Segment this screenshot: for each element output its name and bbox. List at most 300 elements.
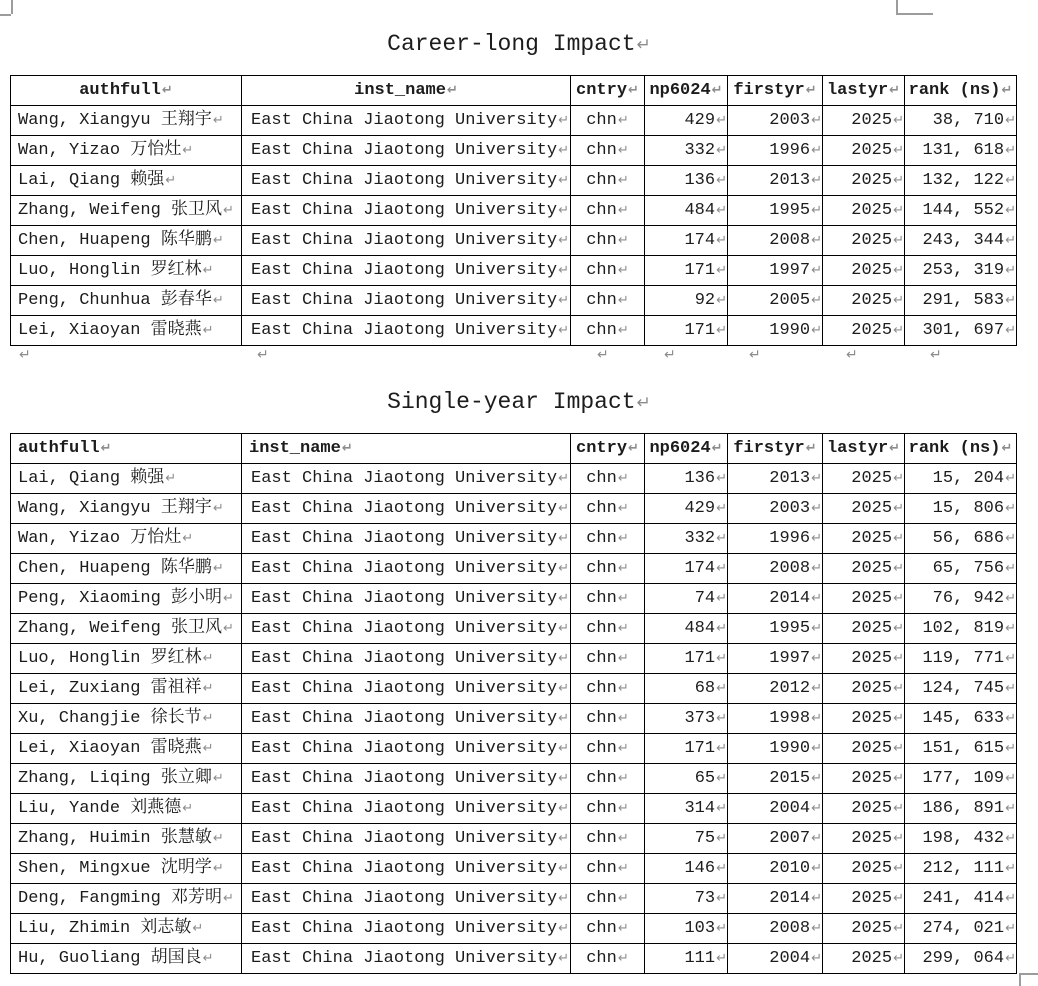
table-cell[interactable] <box>571 674 645 704</box>
column-header-lastyr[interactable] <box>823 76 905 106</box>
cell-end-mark-icon: ↵ <box>811 771 822 786</box>
table-cell[interactable] <box>571 256 645 286</box>
cell-end-mark-icon: ↵ <box>716 263 727 278</box>
table-cell[interactable] <box>823 106 905 136</box>
table-cell[interactable] <box>905 464 1017 494</box>
column-header-firstyr[interactable] <box>728 76 823 106</box>
table-cell[interactable] <box>645 226 728 256</box>
cell-text: 2025 <box>851 709 893 728</box>
table-cell[interactable] <box>645 914 728 944</box>
table-cell[interactable] <box>571 914 645 944</box>
table-cell[interactable] <box>645 316 728 346</box>
table-cell[interactable] <box>571 584 645 614</box>
table-row <box>11 226 1017 256</box>
table-cell[interactable] <box>11 824 242 854</box>
table-cell[interactable] <box>571 794 645 824</box>
cell-text: 1990 <box>769 321 811 340</box>
table-cell[interactable] <box>242 824 571 854</box>
cell-text: 103 <box>684 919 716 938</box>
cell-text: chn <box>586 799 617 818</box>
table-cell[interactable] <box>905 764 1017 794</box>
cell-end-mark-icon: ↵ <box>617 621 629 636</box>
table-cell[interactable] <box>645 286 728 316</box>
column-header-authfull[interactable] <box>11 434 242 464</box>
table-cell[interactable] <box>905 944 1017 974</box>
cell-text: Zhang, Weifeng 张卫风 <box>18 201 223 220</box>
table-cell[interactable] <box>728 584 823 614</box>
table-cell[interactable] <box>645 674 728 704</box>
table-cell[interactable] <box>728 464 823 494</box>
table-cell[interactable] <box>728 644 823 674</box>
cell-end-mark-icon: ↵ <box>341 441 353 456</box>
table-cell[interactable] <box>905 734 1017 764</box>
table-cell[interactable] <box>905 854 1017 884</box>
table-cell[interactable] <box>905 494 1017 524</box>
table-cell[interactable] <box>728 764 823 794</box>
table-cell[interactable] <box>645 734 728 764</box>
table-cell[interactable] <box>823 584 905 614</box>
cell-end-mark-icon: ↵ <box>202 681 214 696</box>
table-cell[interactable] <box>571 524 645 554</box>
cell-end-mark-icon: ↵ <box>558 651 569 666</box>
table-cell[interactable] <box>823 614 905 644</box>
cell-text: Lai, Qiang 赖强 <box>18 171 165 190</box>
table-cell[interactable] <box>728 614 823 644</box>
table-cell[interactable] <box>823 524 905 554</box>
cell-text: 2025 <box>851 321 893 340</box>
table-cell[interactable] <box>823 704 905 734</box>
table-cell[interactable] <box>11 494 242 524</box>
table-cell[interactable] <box>242 494 571 524</box>
table-cell[interactable] <box>11 524 242 554</box>
cell-text: 2012 <box>769 679 811 698</box>
table-cell[interactable] <box>242 674 571 704</box>
cell-end-mark-icon: ↵ <box>223 891 234 906</box>
cell-text: East China Jiaotong University <box>251 799 558 818</box>
cell-text: 2008 <box>769 919 811 938</box>
table-cell[interactable] <box>242 704 571 734</box>
column-header-authfull[interactable] <box>11 76 242 106</box>
table-cell[interactable] <box>823 136 905 166</box>
table-row <box>11 614 1017 644</box>
table-cell[interactable] <box>242 764 571 794</box>
table-cell[interactable] <box>11 854 242 884</box>
cell-text: 2014 <box>769 889 811 908</box>
cell-end-mark-icon: ↵ <box>893 801 904 816</box>
column-header-label: lastyr <box>826 439 889 458</box>
table-cell[interactable] <box>11 554 242 584</box>
cell-end-mark-icon: ↵ <box>212 771 224 786</box>
cell-text: 241, 414 <box>922 889 1005 908</box>
table-cell[interactable] <box>728 824 823 854</box>
cell-end-mark-icon: ↵ <box>893 831 904 846</box>
table-cell[interactable] <box>728 884 823 914</box>
table-cell[interactable] <box>571 464 645 494</box>
cell-end-mark-icon: ↵ <box>811 501 822 516</box>
cell-end-mark-icon: ↵ <box>558 471 569 486</box>
cell-text: East China Jiaotong University <box>251 709 558 728</box>
cell-text: chn <box>586 589 617 608</box>
cell-text: 2025 <box>851 559 893 578</box>
cell-end-mark-icon: ↵ <box>811 741 822 756</box>
cell-end-mark-icon: ↵ <box>893 323 904 338</box>
table-cell[interactable] <box>905 884 1017 914</box>
table-cell[interactable] <box>11 106 242 136</box>
cell-text: East China Jiaotong University <box>251 171 558 190</box>
cell-end-mark-icon: ↵ <box>805 83 817 98</box>
cell-end-mark-icon: ↵ <box>889 83 901 98</box>
table-cell[interactable] <box>728 136 823 166</box>
table-cell[interactable] <box>242 884 571 914</box>
cell-end-mark-icon: ↵ <box>811 531 822 546</box>
cell-text: 2025 <box>851 589 893 608</box>
column-header-np6024[interactable] <box>645 434 728 464</box>
table-cell[interactable] <box>728 554 823 584</box>
table-cell[interactable] <box>571 494 645 524</box>
table-cell[interactable] <box>905 554 1017 584</box>
table-row <box>11 524 1017 554</box>
table-cell[interactable] <box>905 226 1017 256</box>
table-cell[interactable] <box>242 554 571 584</box>
table-cell[interactable] <box>728 674 823 704</box>
table-cell[interactable] <box>823 196 905 226</box>
table-cell[interactable] <box>645 794 728 824</box>
table-cell[interactable] <box>645 944 728 974</box>
table-cell[interactable] <box>645 824 728 854</box>
column-header-rank-ns[interactable] <box>905 434 1017 464</box>
table-cell[interactable] <box>571 166 645 196</box>
cell-end-mark-icon: ↵ <box>558 831 569 846</box>
table-cell[interactable] <box>242 316 571 346</box>
table-cell[interactable] <box>823 226 905 256</box>
table-cell[interactable] <box>11 674 242 704</box>
section-title-text: Single-year Impact <box>387 389 636 415</box>
cell-end-mark-icon: ↵ <box>617 203 629 218</box>
table-cell[interactable] <box>728 854 823 884</box>
column-header-firstyr[interactable] <box>728 434 823 464</box>
table-cell[interactable] <box>571 286 645 316</box>
cell-end-mark-icon: ↵ <box>617 861 629 876</box>
table-cell[interactable] <box>645 166 728 196</box>
cell-end-mark-icon: ↵ <box>893 741 904 756</box>
table-cell[interactable] <box>11 196 242 226</box>
table-cell[interactable] <box>11 614 242 644</box>
table-cell[interactable] <box>571 854 645 884</box>
table-cell[interactable] <box>645 256 728 286</box>
column-header-label: firstyr <box>733 439 805 458</box>
table-cell[interactable] <box>571 764 645 794</box>
cell-text: 301, 697 <box>922 321 1005 340</box>
table-row <box>11 764 1017 794</box>
cell-end-mark-icon: ↵ <box>558 921 569 936</box>
table-cell[interactable] <box>905 704 1017 734</box>
section-title-single-year[interactable] <box>14 389 1024 416</box>
table-cell[interactable] <box>728 196 823 226</box>
table-cell[interactable] <box>242 464 571 494</box>
cell-end-mark-icon: ↵ <box>811 681 822 696</box>
table-cell[interactable] <box>242 914 571 944</box>
table-cell[interactable] <box>645 704 728 734</box>
cell-end-mark-icon: ↵ <box>811 113 822 128</box>
table-cell[interactable] <box>645 106 728 136</box>
table-cell[interactable] <box>905 794 1017 824</box>
cell-text: Peng, Chunhua 彭春华 <box>18 291 212 310</box>
table-cell[interactable] <box>645 554 728 584</box>
table-cell[interactable] <box>645 614 728 644</box>
cell-end-mark-icon: ↵ <box>893 651 904 666</box>
table-cell[interactable] <box>571 644 645 674</box>
table-cell[interactable] <box>645 584 728 614</box>
cell-text: 291, 583 <box>922 291 1005 310</box>
table-cell[interactable] <box>823 854 905 884</box>
cell-end-mark-icon: ↵ <box>558 561 569 576</box>
table-cell[interactable] <box>905 614 1017 644</box>
column-header-label: np6024 <box>649 81 711 100</box>
table-cell[interactable] <box>905 136 1017 166</box>
cell-text: 132, 122 <box>922 171 1005 190</box>
table-cell[interactable] <box>905 106 1017 136</box>
table-cell[interactable] <box>728 166 823 196</box>
table-cell[interactable] <box>905 914 1017 944</box>
table-cell[interactable] <box>823 914 905 944</box>
table-cell[interactable] <box>11 136 242 166</box>
column-header-np6024[interactable] <box>645 76 728 106</box>
table-cell[interactable] <box>571 824 645 854</box>
table-cell[interactable] <box>242 166 571 196</box>
table-cell[interactable] <box>645 644 728 674</box>
table-cell[interactable] <box>728 286 823 316</box>
table-cell[interactable] <box>571 704 645 734</box>
table-cell[interactable] <box>571 196 645 226</box>
cell-end-mark-icon: ↵ <box>889 441 901 456</box>
cell-text: 2004 <box>769 949 811 968</box>
cell-text: 65 <box>694 769 716 788</box>
table-cell[interactable] <box>242 256 571 286</box>
table-cell[interactable] <box>242 524 571 554</box>
cell-text: 2025 <box>851 619 893 638</box>
table-cell[interactable] <box>728 944 823 974</box>
cell-end-mark-icon: ↵ <box>805 441 817 456</box>
cell-text: 2025 <box>851 171 893 190</box>
table-cell[interactable] <box>823 944 905 974</box>
table-cell[interactable] <box>645 524 728 554</box>
table-cell[interactable] <box>242 196 571 226</box>
cell-text: East China Jiaotong University <box>251 201 558 220</box>
table-cell[interactable] <box>823 884 905 914</box>
cell-end-mark-icon: ↵ <box>1005 651 1016 666</box>
cell-text: chn <box>586 949 617 968</box>
section-title-career-long[interactable] <box>14 31 1024 58</box>
table-cell[interactable] <box>242 286 571 316</box>
cell-text: East China Jiaotong University <box>251 859 558 878</box>
table-cell[interactable] <box>11 914 242 944</box>
table-cell[interactable] <box>645 764 728 794</box>
table-cell[interactable] <box>242 734 571 764</box>
cell-text: East China Jiaotong University <box>251 469 558 488</box>
cell-end-mark-icon: ↵ <box>202 651 214 666</box>
table-cell[interactable] <box>905 196 1017 226</box>
table-cell[interactable] <box>823 166 905 196</box>
table-cell[interactable] <box>905 286 1017 316</box>
table-cell[interactable] <box>11 464 242 494</box>
cell-text: chn <box>586 679 617 698</box>
cell-end-mark-icon: ↵ <box>558 621 569 636</box>
table-cell[interactable] <box>905 316 1017 346</box>
cell-text: 2014 <box>769 589 811 608</box>
table-cell[interactable] <box>571 884 645 914</box>
table-cell[interactable] <box>728 494 823 524</box>
table-cell[interactable] <box>571 734 645 764</box>
table-cell[interactable] <box>823 554 905 584</box>
table-cell[interactable] <box>728 524 823 554</box>
table-cell[interactable] <box>242 644 571 674</box>
table-cell[interactable] <box>11 644 242 674</box>
table-cell[interactable] <box>11 944 242 974</box>
cell-text: East China Jiaotong University <box>251 919 558 938</box>
table-cell[interactable] <box>11 316 242 346</box>
cell-end-mark-icon: ↵ <box>893 263 904 278</box>
table-cell[interactable] <box>11 764 242 794</box>
cell-text: chn <box>586 201 617 220</box>
table-cell[interactable] <box>905 584 1017 614</box>
column-header-inst-name[interactable] <box>242 434 571 464</box>
table-cell[interactable] <box>242 614 571 644</box>
cell-end-mark-icon: ↵ <box>617 143 629 158</box>
table-cell[interactable] <box>823 824 905 854</box>
cell-text: 332 <box>684 141 716 160</box>
table-cell[interactable] <box>11 794 242 824</box>
table-cell[interactable] <box>11 704 242 734</box>
table-cell[interactable] <box>242 136 571 166</box>
column-header-cntry[interactable] <box>571 76 645 106</box>
cell-end-mark-icon: ↵ <box>716 651 727 666</box>
table-cell[interactable] <box>823 494 905 524</box>
cell-text: chn <box>586 529 617 548</box>
table-cell[interactable] <box>645 884 728 914</box>
column-header-cntry[interactable] <box>571 434 645 464</box>
table-cell[interactable] <box>728 734 823 764</box>
table-cell[interactable] <box>823 316 905 346</box>
table-cell[interactable] <box>823 674 905 704</box>
table-cell[interactable] <box>645 464 728 494</box>
table-cell[interactable] <box>11 734 242 764</box>
cell-text: 2025 <box>851 859 893 878</box>
table-cell[interactable] <box>11 256 242 286</box>
table-cell[interactable] <box>823 286 905 316</box>
table-cell[interactable] <box>242 106 571 136</box>
cell-text: 429 <box>684 499 716 518</box>
cell-text: 144, 552 <box>922 201 1005 220</box>
table-cell[interactable] <box>11 584 242 614</box>
table-cell[interactable] <box>728 914 823 944</box>
cell-end-mark-icon: ↵ <box>617 471 629 486</box>
cell-end-mark-icon: ↵ <box>182 143 194 158</box>
table-cell[interactable] <box>571 106 645 136</box>
table-cell[interactable] <box>823 794 905 824</box>
cell-end-mark-icon: ↵ <box>161 83 173 98</box>
table-cell[interactable] <box>11 884 242 914</box>
table-cell[interactable] <box>571 944 645 974</box>
cell-text: 2025 <box>851 739 893 758</box>
table-cell[interactable] <box>823 644 905 674</box>
table-cell[interactable] <box>728 226 823 256</box>
cell-end-mark-icon: ↵ <box>617 501 629 516</box>
cell-text: chn <box>586 649 617 668</box>
cell-text: 2025 <box>851 889 893 908</box>
cell-end-mark-icon: ↵ <box>192 921 204 936</box>
table-cell[interactable] <box>242 944 571 974</box>
cell-text: East China Jiaotong University <box>251 261 558 280</box>
table-row <box>11 824 1017 854</box>
table-cell[interactable] <box>823 256 905 286</box>
cell-end-mark-icon: ↵ <box>617 771 629 786</box>
cell-end-mark-icon: ↵ <box>202 741 214 756</box>
table-cell[interactable] <box>645 196 728 226</box>
cell-end-mark-icon: ↵ <box>617 173 629 188</box>
table-cell[interactable] <box>905 166 1017 196</box>
table-cell[interactable] <box>728 704 823 734</box>
cell-end-mark-icon: ↵ <box>893 173 904 188</box>
table-cell[interactable] <box>571 136 645 166</box>
table-cell[interactable] <box>905 644 1017 674</box>
table-cell[interactable] <box>242 226 571 256</box>
table-cell[interactable] <box>905 674 1017 704</box>
table-cell[interactable] <box>728 316 823 346</box>
cell-text: 76, 942 <box>932 589 1005 608</box>
column-header-inst-name[interactable] <box>242 76 571 106</box>
table-cell[interactable] <box>728 106 823 136</box>
table-cell[interactable] <box>242 854 571 884</box>
table-cell[interactable] <box>242 794 571 824</box>
table-cell[interactable] <box>11 166 242 196</box>
cell-text: Chen, Huapeng 陈华鹏 <box>18 559 212 578</box>
column-header-lastyr[interactable] <box>823 434 905 464</box>
table-cell[interactable] <box>571 554 645 584</box>
table-cell[interactable] <box>645 494 728 524</box>
table-cell[interactable] <box>571 316 645 346</box>
cell-text: 2003 <box>769 111 811 130</box>
table-cell[interactable] <box>905 256 1017 286</box>
table-cell[interactable] <box>571 226 645 256</box>
cell-end-mark-icon: ↵ <box>893 293 904 308</box>
table-cell[interactable] <box>242 584 571 614</box>
cell-end-mark-icon: ↵ <box>1001 83 1013 98</box>
cell-end-mark-icon: ↵ <box>446 83 458 98</box>
table-cell[interactable] <box>823 464 905 494</box>
table-cell[interactable] <box>571 614 645 644</box>
column-header-rank-ns[interactable] <box>905 76 1017 106</box>
cell-text: 484 <box>684 619 716 638</box>
cell-end-mark-icon: ↵ <box>811 921 822 936</box>
table-cell[interactable] <box>728 256 823 286</box>
table-cell[interactable] <box>823 764 905 794</box>
cell-end-mark-icon: ↵ <box>617 801 629 816</box>
table-cell[interactable] <box>728 794 823 824</box>
table-cell[interactable] <box>11 226 242 256</box>
table-cell[interactable] <box>905 824 1017 854</box>
cell-text: 146 <box>684 859 716 878</box>
table-cell[interactable] <box>11 286 242 316</box>
cell-end-mark-icon: ↵ <box>182 801 194 816</box>
table-cell[interactable] <box>645 136 728 166</box>
cell-text: 243, 344 <box>922 231 1005 250</box>
cell-end-mark-icon: ↵ <box>100 441 112 456</box>
table-cell[interactable] <box>905 524 1017 554</box>
table-cell[interactable] <box>645 854 728 884</box>
table-row <box>11 644 1017 674</box>
cell-text: 484 <box>684 201 716 220</box>
table-cell[interactable] <box>823 734 905 764</box>
